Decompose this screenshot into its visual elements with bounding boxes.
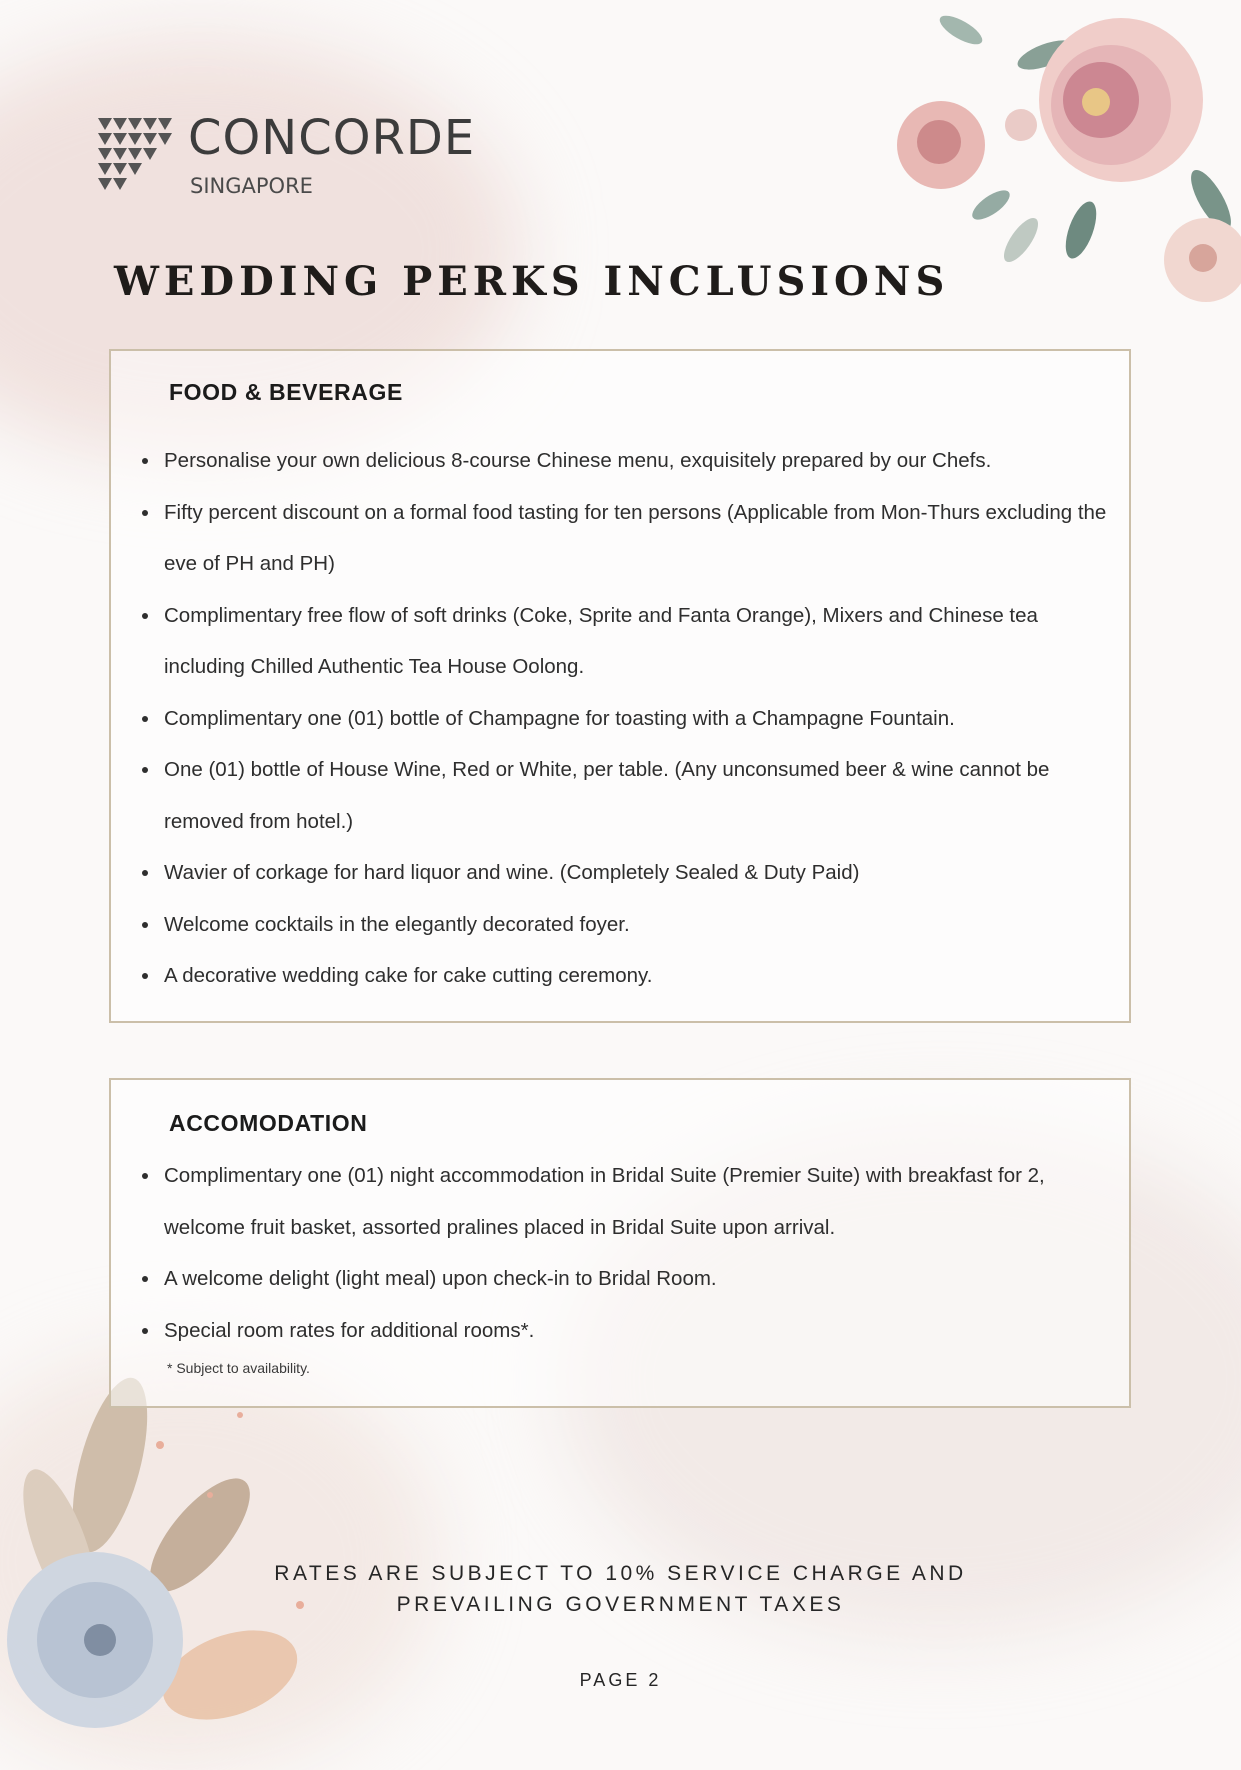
list-item: Complimentary one (01) night accommodation in Bridal Suite (Premier Suite) with breakfast for 2, welcome fruit basket, assorted pralines placed in Bridal Suite upon arrival. xyxy=(111,1150,1129,1253)
list-item: A decorative wedding cake for cake cutting ceremony. xyxy=(111,950,1129,1002)
list-item: Complimentary free flow of soft drinks (Coke, Sprite and Fanta Orange), Mixers and Chinese tea including Chilled Authentic Tea House Oolong. xyxy=(111,590,1129,693)
rates-line-1: RATES ARE SUBJECT TO 10% SERVICE CHARGE AND xyxy=(274,1562,967,1585)
list-item: A welcome delight (light meal) upon check-in to Bridal Room. xyxy=(111,1253,1129,1305)
list-item: Fifty percent discount on a formal food tasting for ten persons (Applicable from Mon-Thurs excluding the eve of PH and PH) xyxy=(111,487,1129,590)
list-item: Special room rates for additional rooms*. xyxy=(111,1305,1129,1357)
page-title: WEDDING PERKS INCLUSIONS xyxy=(114,258,950,305)
rates-notice xyxy=(0,1558,1241,1620)
list-item: Wavier of corkage for hard liquor and wine. (Completely Sealed & Duty Paid) xyxy=(111,847,1129,899)
availability-footnote: * Subject to availability. xyxy=(167,1360,310,1376)
list-item: Welcome cocktails in the elegantly decorated foyer. xyxy=(111,899,1129,951)
list-item: Personalise your own delicious 8-course Chinese menu, exquisitely prepared by our Chefs. xyxy=(111,435,1129,487)
accommodation-list xyxy=(111,1150,1129,1356)
rates-line-2: PREVAILING GOVERNMENT TAXES xyxy=(396,1593,845,1616)
triangle-pattern-logo-mark xyxy=(98,118,172,192)
food-beverage-section xyxy=(109,349,1131,1023)
accommodation-section xyxy=(109,1078,1131,1408)
page-number: PAGE 2 xyxy=(579,1670,662,1690)
logo-name: CONCORDE xyxy=(188,110,476,166)
concorde-logo xyxy=(98,110,498,206)
food-beverage-list xyxy=(111,435,1129,1002)
list-item: One (01) bottle of House Wine, Red or White, per table. (Any unconsumed beer & wine cannot be removed from hotel.) xyxy=(111,744,1129,847)
floral-decoration-bottom-left xyxy=(0,1355,340,1755)
logo-subtitle: SINGAPORE xyxy=(190,174,313,198)
list-item: Complimentary one (01) bottle of Champagne for toasting with a Champagne Fountain. xyxy=(111,693,1129,745)
food-beverage-title: FOOD & BEVERAGE xyxy=(169,379,403,405)
accommodation-title: ACCOMODATION xyxy=(169,1110,368,1136)
